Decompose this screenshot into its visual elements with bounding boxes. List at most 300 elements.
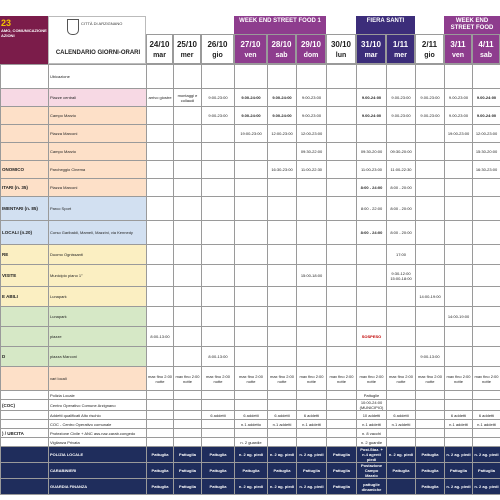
schedule-cell xyxy=(387,125,416,143)
schedule-cell: 8:00 - 24:00 xyxy=(357,221,387,245)
location-cell: Addetti qualificati Alto rischio xyxy=(49,411,147,420)
date-header xyxy=(173,34,201,64)
schedule-cell xyxy=(327,347,357,367)
schedule-cell xyxy=(327,107,357,125)
force-cell: n. 2 ag. piedi xyxy=(297,447,327,463)
table-cell xyxy=(445,65,473,89)
schedule-cell: 8:00 - 20:00 xyxy=(387,197,416,221)
schedule-cell: max fino 2:00 notte xyxy=(473,367,500,391)
schedule-cell: max fino 2:00 notte xyxy=(235,367,268,391)
weekday-label: lun xyxy=(335,52,347,59)
schedule-cell xyxy=(174,245,202,265)
schedule-cell: max fino 2:00 notte xyxy=(202,367,235,391)
table-row xyxy=(1,89,500,107)
service-cell xyxy=(235,391,268,400)
schedule-cell xyxy=(202,179,235,197)
service-cell xyxy=(387,400,416,411)
service-cell xyxy=(327,429,357,438)
weekday-label: ven xyxy=(451,52,465,59)
category-cell xyxy=(1,447,49,463)
table-row xyxy=(1,265,500,287)
schedule-cell xyxy=(387,287,416,307)
table-row xyxy=(1,287,500,307)
schedule-cell: 11:00-22:30 xyxy=(297,161,327,179)
schedule-cell: 9.00-24:00 xyxy=(473,107,500,125)
location-cell: Vigilanza Privata xyxy=(49,438,147,447)
date-header xyxy=(296,34,326,64)
weekday-label: sab xyxy=(479,52,493,59)
schedule-cell xyxy=(357,245,387,265)
schedule-cell xyxy=(235,265,268,287)
service-cell xyxy=(147,411,174,420)
force-cell: n. 2 ag. piedi xyxy=(445,479,473,495)
service-cell xyxy=(235,400,268,411)
schedule-cell xyxy=(416,125,445,143)
force-cell: Post.Staz. + n.4 agenti piedi xyxy=(357,447,387,463)
service-cell: n.1 addetti xyxy=(297,420,327,429)
table-cell xyxy=(202,65,235,89)
schedule-cell xyxy=(445,161,473,179)
schedule-cell xyxy=(445,245,473,265)
schedule-cell xyxy=(147,107,174,125)
schedule-cell xyxy=(147,197,174,221)
schedule-cell xyxy=(297,347,327,367)
service-cell xyxy=(327,411,357,420)
table-row xyxy=(1,221,500,245)
location-cell: Campo Marzio xyxy=(49,143,147,161)
force-cell: n. 2 ag. piedi xyxy=(387,447,416,463)
service-cell xyxy=(147,438,174,447)
schedule-cell: 15:30-20:00 xyxy=(473,143,500,161)
category-cell: E ABILI xyxy=(1,287,49,307)
schedule-cell: max fino 2:00 notte xyxy=(147,367,174,391)
force-cell: Pattuglia xyxy=(416,463,445,479)
schedule-cell xyxy=(416,265,445,287)
schedule-cell: 9:00-23:00 xyxy=(297,89,327,107)
schedule-cell xyxy=(357,307,387,327)
city-label: CITTÀ DI ARZIGNANO xyxy=(81,21,123,26)
schedule-cell: 09:30-20:00 xyxy=(387,143,416,161)
weekday-label: dom xyxy=(303,52,319,59)
schedule-cell xyxy=(202,327,235,347)
date-label: 30/10 xyxy=(330,40,352,49)
schedule-cell xyxy=(416,143,445,161)
service-cell xyxy=(202,400,235,411)
force-cell: Postazione Campo Marzio xyxy=(357,463,387,479)
schedule-cell xyxy=(202,143,235,161)
weekday-label: mar xyxy=(153,52,166,59)
schedule-cell: 9:00-23:00 xyxy=(202,107,235,125)
schedule-cell xyxy=(357,265,387,287)
category-cell xyxy=(1,367,49,391)
location-cell: Duomo Ognissanti xyxy=(49,245,147,265)
force-cell: Pattuglia xyxy=(202,447,235,463)
service-cell xyxy=(327,420,357,429)
table-row xyxy=(1,161,500,179)
schedule-cell: 17:00 xyxy=(387,245,416,265)
category-cell: ONOMICO xyxy=(1,161,49,179)
schedule-cell xyxy=(174,265,202,287)
location-cell: Lunapark xyxy=(49,307,147,327)
force-cell: Pattuglia xyxy=(235,463,268,479)
schedule-cell xyxy=(357,347,387,367)
table-row xyxy=(1,179,500,197)
date-label: 28/10 xyxy=(271,40,292,49)
location-header: Ubicazione xyxy=(49,65,147,89)
location-cell: Lunapark xyxy=(49,287,147,307)
service-cell: n. 2 guardie xyxy=(357,438,387,447)
force-cell: n. 2 ag. piedi xyxy=(268,479,297,495)
schedule-cell xyxy=(327,125,357,143)
date-label: 31/10 xyxy=(360,40,382,49)
schedule-cell xyxy=(416,245,445,265)
date-header xyxy=(386,34,415,64)
service-cell xyxy=(268,400,297,411)
service-row xyxy=(1,420,500,429)
force-cell: Pattuglia xyxy=(268,463,297,479)
schedule-cell: 19:00-23:00 xyxy=(445,125,473,143)
force-cell: n. 2 ag. piedi xyxy=(235,479,268,495)
force-row xyxy=(1,479,500,495)
service-cell xyxy=(297,391,327,400)
category-cell xyxy=(1,463,49,479)
category-cell xyxy=(1,65,49,89)
schedule-cell xyxy=(297,179,327,197)
schedule-cell xyxy=(174,307,202,327)
date-label: 3/11 xyxy=(450,40,466,49)
service-cell: n.1 addetti xyxy=(387,420,416,429)
weekday-label: ven xyxy=(244,52,257,59)
schedule-cell xyxy=(416,197,445,221)
service-cell xyxy=(202,429,235,438)
schedule-cell xyxy=(147,307,174,327)
force-cell: Pattuglia xyxy=(473,463,500,479)
schedule-cell xyxy=(387,307,416,327)
category-cell xyxy=(1,107,49,125)
schedule-cell: max fino 2:00 notte xyxy=(445,367,473,391)
schedule-cell xyxy=(147,125,174,143)
schedule-cell xyxy=(147,221,174,245)
service-cell: 6 addetti xyxy=(387,411,416,420)
schedule-cell xyxy=(202,245,235,265)
force-cell: n. 2 ag. piedi xyxy=(297,479,327,495)
location-cell: Municipio piano 1° xyxy=(49,265,147,287)
schedule-table xyxy=(0,64,500,495)
force-cell: Pattuglia xyxy=(202,463,235,479)
schedule-cell xyxy=(416,327,445,347)
service-row xyxy=(1,438,500,447)
service-cell xyxy=(268,438,297,447)
weekday-label: sab xyxy=(275,52,288,59)
date-header xyxy=(356,34,386,64)
schedule-cell xyxy=(235,307,268,327)
category-cell: RE xyxy=(1,245,49,265)
force-cell: Pattuglia xyxy=(445,463,473,479)
schedule-cell: 9:30-12:00 15:00-18:00 xyxy=(387,265,416,287)
schedule-cell xyxy=(235,347,268,367)
date-label: 4/11 xyxy=(478,40,494,49)
service-cell: Pattuglie xyxy=(357,391,387,400)
category-cell xyxy=(1,479,49,495)
category-cell xyxy=(1,307,49,327)
force-cell: Pattuglia xyxy=(327,479,357,495)
schedule-cell: 9.00-24:00 xyxy=(268,107,297,125)
location-cell: vari locali xyxy=(49,367,147,391)
schedule-cell xyxy=(297,287,327,307)
schedule-cell xyxy=(235,327,268,347)
schedule-cell: 14:00-19:00 xyxy=(416,287,445,307)
schedule-cell xyxy=(473,307,500,327)
service-cell xyxy=(297,438,327,447)
table-cell xyxy=(174,65,202,89)
force-cell: n. 2 ag. piedi xyxy=(473,479,500,495)
schedule-cell xyxy=(445,221,473,245)
schedule-cell: max fino 2:00 notte xyxy=(327,367,357,391)
schedule-cell xyxy=(268,245,297,265)
schedule-cell: 8:00 - 20:00 xyxy=(387,179,416,197)
schedule-cell xyxy=(327,143,357,161)
category-cell xyxy=(1,89,49,107)
service-cell xyxy=(297,400,327,411)
category-cell: ) / UBCITA xyxy=(1,429,49,438)
schedule-cell xyxy=(147,347,174,367)
force-cell: Pattuglia xyxy=(416,447,445,463)
schedule-cell xyxy=(416,221,445,245)
schedule-cell xyxy=(268,307,297,327)
service-row xyxy=(1,429,500,438)
schedule-cell xyxy=(327,287,357,307)
schedule-cell xyxy=(235,287,268,307)
schedule-cell xyxy=(235,197,268,221)
table-row xyxy=(1,197,500,221)
year-fragment: 23 xyxy=(1,18,12,28)
weekday-label: mer xyxy=(394,52,407,59)
schedule-cell: 16:30-23:00 xyxy=(473,161,500,179)
schedule-cell xyxy=(268,347,297,367)
schedule-cell xyxy=(174,161,202,179)
schedule-cell: 8:00-13:00 xyxy=(202,347,235,367)
date-header xyxy=(472,34,500,64)
table-row xyxy=(1,143,500,161)
schedule-cell: 15:00-18:00 xyxy=(297,265,327,287)
service-cell xyxy=(416,438,445,447)
date-header xyxy=(267,34,296,64)
service-cell: 6 addetti xyxy=(445,411,473,420)
schedule-cell: max fino 2:00 notte xyxy=(174,367,202,391)
date-label: 26/10 xyxy=(207,40,228,49)
service-cell: n. 2 guardie xyxy=(235,438,268,447)
schedule-cell xyxy=(297,221,327,245)
date-label: 1/11 xyxy=(392,40,409,49)
schedule-cell xyxy=(174,107,202,125)
force-row xyxy=(1,447,500,463)
service-cell xyxy=(327,391,357,400)
force-cell: Pattuglia xyxy=(174,447,202,463)
schedule-cell: 9.00-23:00 xyxy=(416,107,445,125)
schedule-cell xyxy=(174,347,202,367)
schedule-cell: 12:00-23:00 xyxy=(268,125,297,143)
schedule-cell xyxy=(297,245,327,265)
service-cell xyxy=(416,429,445,438)
service-cell xyxy=(235,429,268,438)
service-cell: n.1 addetti xyxy=(268,420,297,429)
category-cell: (COC) xyxy=(1,400,49,411)
schedule-cell xyxy=(174,221,202,245)
schedule-cell: max fino 2:00 notte xyxy=(268,367,297,391)
schedule-cell xyxy=(147,287,174,307)
force-cell: n. 2 ag. piedi xyxy=(445,447,473,463)
schedule-cell: 9.00-24:00 xyxy=(357,89,387,107)
service-cell xyxy=(387,438,416,447)
table-cell xyxy=(147,65,174,89)
force-cell: pattuglie dinamiche xyxy=(357,479,387,495)
force-cell: Pattuglia xyxy=(147,479,174,495)
schedule-cell: 9.00-24:00 xyxy=(357,107,387,125)
force-cell: Pattuglia xyxy=(387,463,416,479)
schedule-cell: 12:00-23:00 xyxy=(473,125,500,143)
department-banner xyxy=(0,16,48,64)
service-cell xyxy=(473,429,500,438)
weekday-label: mer xyxy=(180,52,194,59)
schedule-cell xyxy=(297,307,327,327)
service-cell xyxy=(445,400,473,411)
schedule-cell: max fino 2:00 notte xyxy=(357,367,387,391)
table-row xyxy=(1,327,500,347)
schedule-cell xyxy=(202,197,235,221)
service-cell xyxy=(473,400,500,411)
date-label: 25/10 xyxy=(176,40,198,49)
date-label: 27/10 xyxy=(240,40,261,49)
date-label: 2/11 xyxy=(421,40,438,49)
service-cell xyxy=(174,391,202,400)
service-cell xyxy=(268,391,297,400)
service-cell xyxy=(202,391,235,400)
schedule-cell xyxy=(327,197,357,221)
schedule-cell xyxy=(268,265,297,287)
schedule-cell xyxy=(235,179,268,197)
schedule-cell: 9:00-13:00 xyxy=(416,347,445,367)
service-cell xyxy=(174,420,202,429)
schedule-cell xyxy=(235,161,268,179)
service-cell: 10:00-24:00 (MUNICIPIO) xyxy=(357,400,387,411)
service-cell xyxy=(473,438,500,447)
location-cell: Piazze centrali xyxy=(49,89,147,107)
location-cell: Protezione Civile + ANC ass.naz.carab.congedo xyxy=(49,429,147,438)
service-cell xyxy=(445,391,473,400)
force-cell: Pattuglia xyxy=(327,447,357,463)
category-cell: LOCALI (n.20) xyxy=(1,221,49,245)
schedule-cell xyxy=(445,265,473,287)
schedule-cell xyxy=(416,179,445,197)
schedule-cell xyxy=(473,287,500,307)
schedule-cell xyxy=(445,287,473,307)
date-header xyxy=(234,34,267,64)
schedule-cell xyxy=(473,245,500,265)
service-cell xyxy=(174,438,202,447)
schedule-cell xyxy=(202,221,235,245)
schedule-cell: 14:00-19:00 xyxy=(445,307,473,327)
schedule-cell xyxy=(147,265,174,287)
schedule-cell xyxy=(327,221,357,245)
service-cell xyxy=(202,438,235,447)
date-header xyxy=(201,34,234,64)
schedule-cell xyxy=(445,143,473,161)
service-cell: 6 addetti xyxy=(202,411,235,420)
schedule-cell xyxy=(268,179,297,197)
schedule-cell xyxy=(202,125,235,143)
schedule-cell: SOSPESO xyxy=(357,327,387,347)
service-cell: n.1 addetti xyxy=(473,420,500,429)
date-header xyxy=(146,34,173,64)
date-label: 29/10 xyxy=(300,40,322,49)
table-row xyxy=(1,125,500,143)
schedule-cell: 19:00-23:00 xyxy=(235,125,268,143)
force-name: CARABINIERI xyxy=(49,463,147,479)
schedule-cell xyxy=(473,221,500,245)
schedule-cell xyxy=(473,265,500,287)
category-cell: D xyxy=(1,347,49,367)
schedule-cell: 9.00-23:00 xyxy=(445,89,473,107)
schedule-cell: 9:00-23:00 xyxy=(297,107,327,125)
force-cell: Pattuglia xyxy=(174,479,202,495)
force-name: GUARDIA FINANZA xyxy=(49,479,147,495)
schedule-cell xyxy=(473,179,500,197)
force-cell: Pattuglia xyxy=(174,463,202,479)
schedule-cell xyxy=(327,245,357,265)
force-cell: n. 2 ag. piedi xyxy=(473,447,500,463)
service-cell: 6 addetti xyxy=(297,411,327,420)
location-cell: COC - Centro Operativo comunale xyxy=(49,420,147,429)
location-cell: Centro Operativo Comune Arzignano xyxy=(49,400,147,411)
schedule-cell xyxy=(327,89,357,107)
schedule-cell xyxy=(174,125,202,143)
service-cell xyxy=(147,429,174,438)
weekday-label: gio xyxy=(212,52,223,59)
service-cell xyxy=(416,391,445,400)
schedule-cell xyxy=(268,221,297,245)
location-cell: piazze xyxy=(49,327,147,347)
schedule-cell: 9.00-24:00 xyxy=(473,89,500,107)
force-cell: Pattuglia xyxy=(202,479,235,495)
schedule-cell: 16:30-23:00 xyxy=(268,161,297,179)
schedule-cell: montaggi e collaudi xyxy=(174,89,202,107)
table-cell xyxy=(235,65,268,89)
city-header xyxy=(48,16,146,64)
schedule-cell: 9.00-23:00 xyxy=(387,89,416,107)
schedule-cell xyxy=(416,307,445,327)
schedule-cell xyxy=(297,327,327,347)
schedule-cell xyxy=(202,265,235,287)
schedule-cell: 8:00 - 22:00 xyxy=(357,197,387,221)
location-cell: Polizia Locale xyxy=(49,391,147,400)
location-cell: Campo Marzio xyxy=(49,107,147,125)
schedule-cell xyxy=(147,179,174,197)
service-cell xyxy=(202,420,235,429)
schedule-cell: 9.00-24:00 xyxy=(268,89,297,107)
table-row xyxy=(1,347,500,367)
location-cell: Parco Sport xyxy=(49,197,147,221)
schedule-cell xyxy=(268,327,297,347)
table-cell xyxy=(327,65,357,89)
schedule-cell xyxy=(416,161,445,179)
weekday-label: mar xyxy=(364,52,378,59)
schedule-cell: 8:00-13:00 xyxy=(147,327,174,347)
date-header xyxy=(415,34,444,64)
service-cell: n. 8 vacchi xyxy=(357,429,387,438)
force-cell: Pattuglia xyxy=(416,479,445,495)
schedule-cell xyxy=(357,287,387,307)
schedule-cell: 8:00 - 20:00 xyxy=(387,221,416,245)
